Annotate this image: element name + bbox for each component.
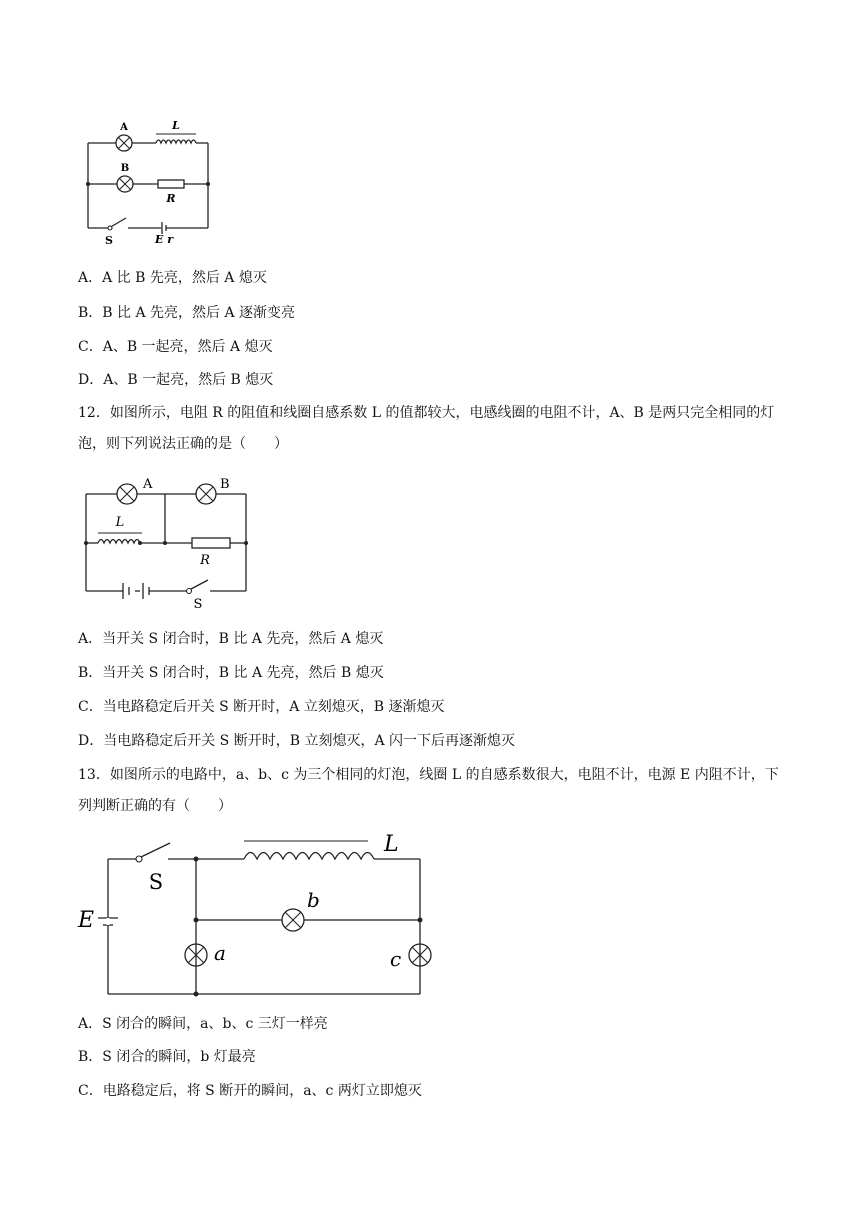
inductor-icon (156, 134, 196, 143)
q12-stem: 12．如图所示，电阻 R 的阻值和线圈自感系数 L 的值都较大，电感线圈的电阻不计，A、B 是两只完全相同的灯泡，则下列说法正确的是（ ） (78, 405, 775, 452)
q11-lamp-a-label: A (120, 122, 128, 133)
q12-switch-label: S (193, 597, 203, 612)
q12-lamp-b-label: B (220, 477, 230, 492)
switch-icon (187, 580, 209, 594)
lamp-b-icon (196, 484, 216, 504)
q11-option-d: D．A、B 一起亮，然后 B 熄灭 (78, 372, 274, 388)
switch-icon (136, 843, 170, 862)
lamp-a-icon (117, 484, 137, 504)
q12-resistor-label: R (200, 553, 210, 568)
q11-switch-label: S (105, 234, 113, 247)
q11-option-c: C．A、B 一起亮，然后 A 熄灭 (78, 339, 273, 355)
q13-inductor-label: L (384, 832, 399, 857)
q12-inductor-label: L (115, 515, 125, 530)
q12-option-d: D．当电路稳定后开关 S 断开时，B 立刻熄灭，A 闪一下后再逐渐熄灭 (78, 733, 516, 749)
lamp-b-icon (282, 909, 304, 931)
resistor-icon (158, 180, 184, 188)
q11-resistor-label: R (166, 192, 176, 205)
q12-circuit-figure (80, 474, 255, 614)
lamp-a-icon (116, 135, 132, 151)
q11-lamp-b-label: B (120, 163, 130, 174)
q11-battery-label: E r (154, 233, 174, 246)
q13-lamp-b-label: b (307, 888, 320, 912)
q12-option-b: B．当开关 S 闭合时，B 比 A 先亮，然后 B 熄灭 (78, 665, 384, 681)
q11-circuit-figure (80, 115, 220, 250)
q13-option-c: C．电路稳定后，将 S 断开的瞬间，a、c 两灯立即熄灭 (78, 1083, 422, 1099)
q13-stem: 13．如图所示的电路中，a、b、c 为三个相同的灯泡，线圈 L 的自感系数很大，电阻不计，电源 E 内阻不计，下列判断正确的有（ ） (78, 767, 779, 814)
q11-inductor-label: L (172, 119, 180, 132)
battery-icon (98, 918, 118, 925)
resistor-icon (192, 538, 230, 548)
q12-option-a: A．当开关 S 闭合时，B 比 A 先亮，然后 A 熄灭 (78, 631, 384, 647)
q12-lamp-a-label: A (143, 477, 153, 492)
q13-option-b: B．S 闭合的瞬间，b 灯最亮 (78, 1049, 256, 1065)
q11-option-a: A．A 比 B 先亮，然后 A 熄灭 (78, 270, 267, 286)
inductor-icon (244, 841, 374, 859)
switch-icon (108, 218, 126, 230)
q13-lamp-a-label: a (214, 941, 226, 965)
q11-option-b: B．B 比 A 先亮，然后 A 逐渐变亮 (78, 305, 296, 321)
q13-lamp-c-label: c (390, 947, 402, 971)
lamp-b-icon (117, 176, 133, 192)
q13-circuit-figure (78, 826, 438, 1001)
inductor-icon (98, 533, 142, 543)
battery-icon (123, 583, 149, 599)
q13-option-a: A．S 闭合的瞬间，a、b、c 三灯一样亮 (78, 1016, 328, 1032)
q12-option-c: C．当电路稳定后开关 S 断开时，A 立刻熄灭，B 逐渐熄灭 (78, 699, 445, 715)
q13-switch-label: S (148, 870, 164, 894)
q13-source-label: E (78, 908, 95, 933)
